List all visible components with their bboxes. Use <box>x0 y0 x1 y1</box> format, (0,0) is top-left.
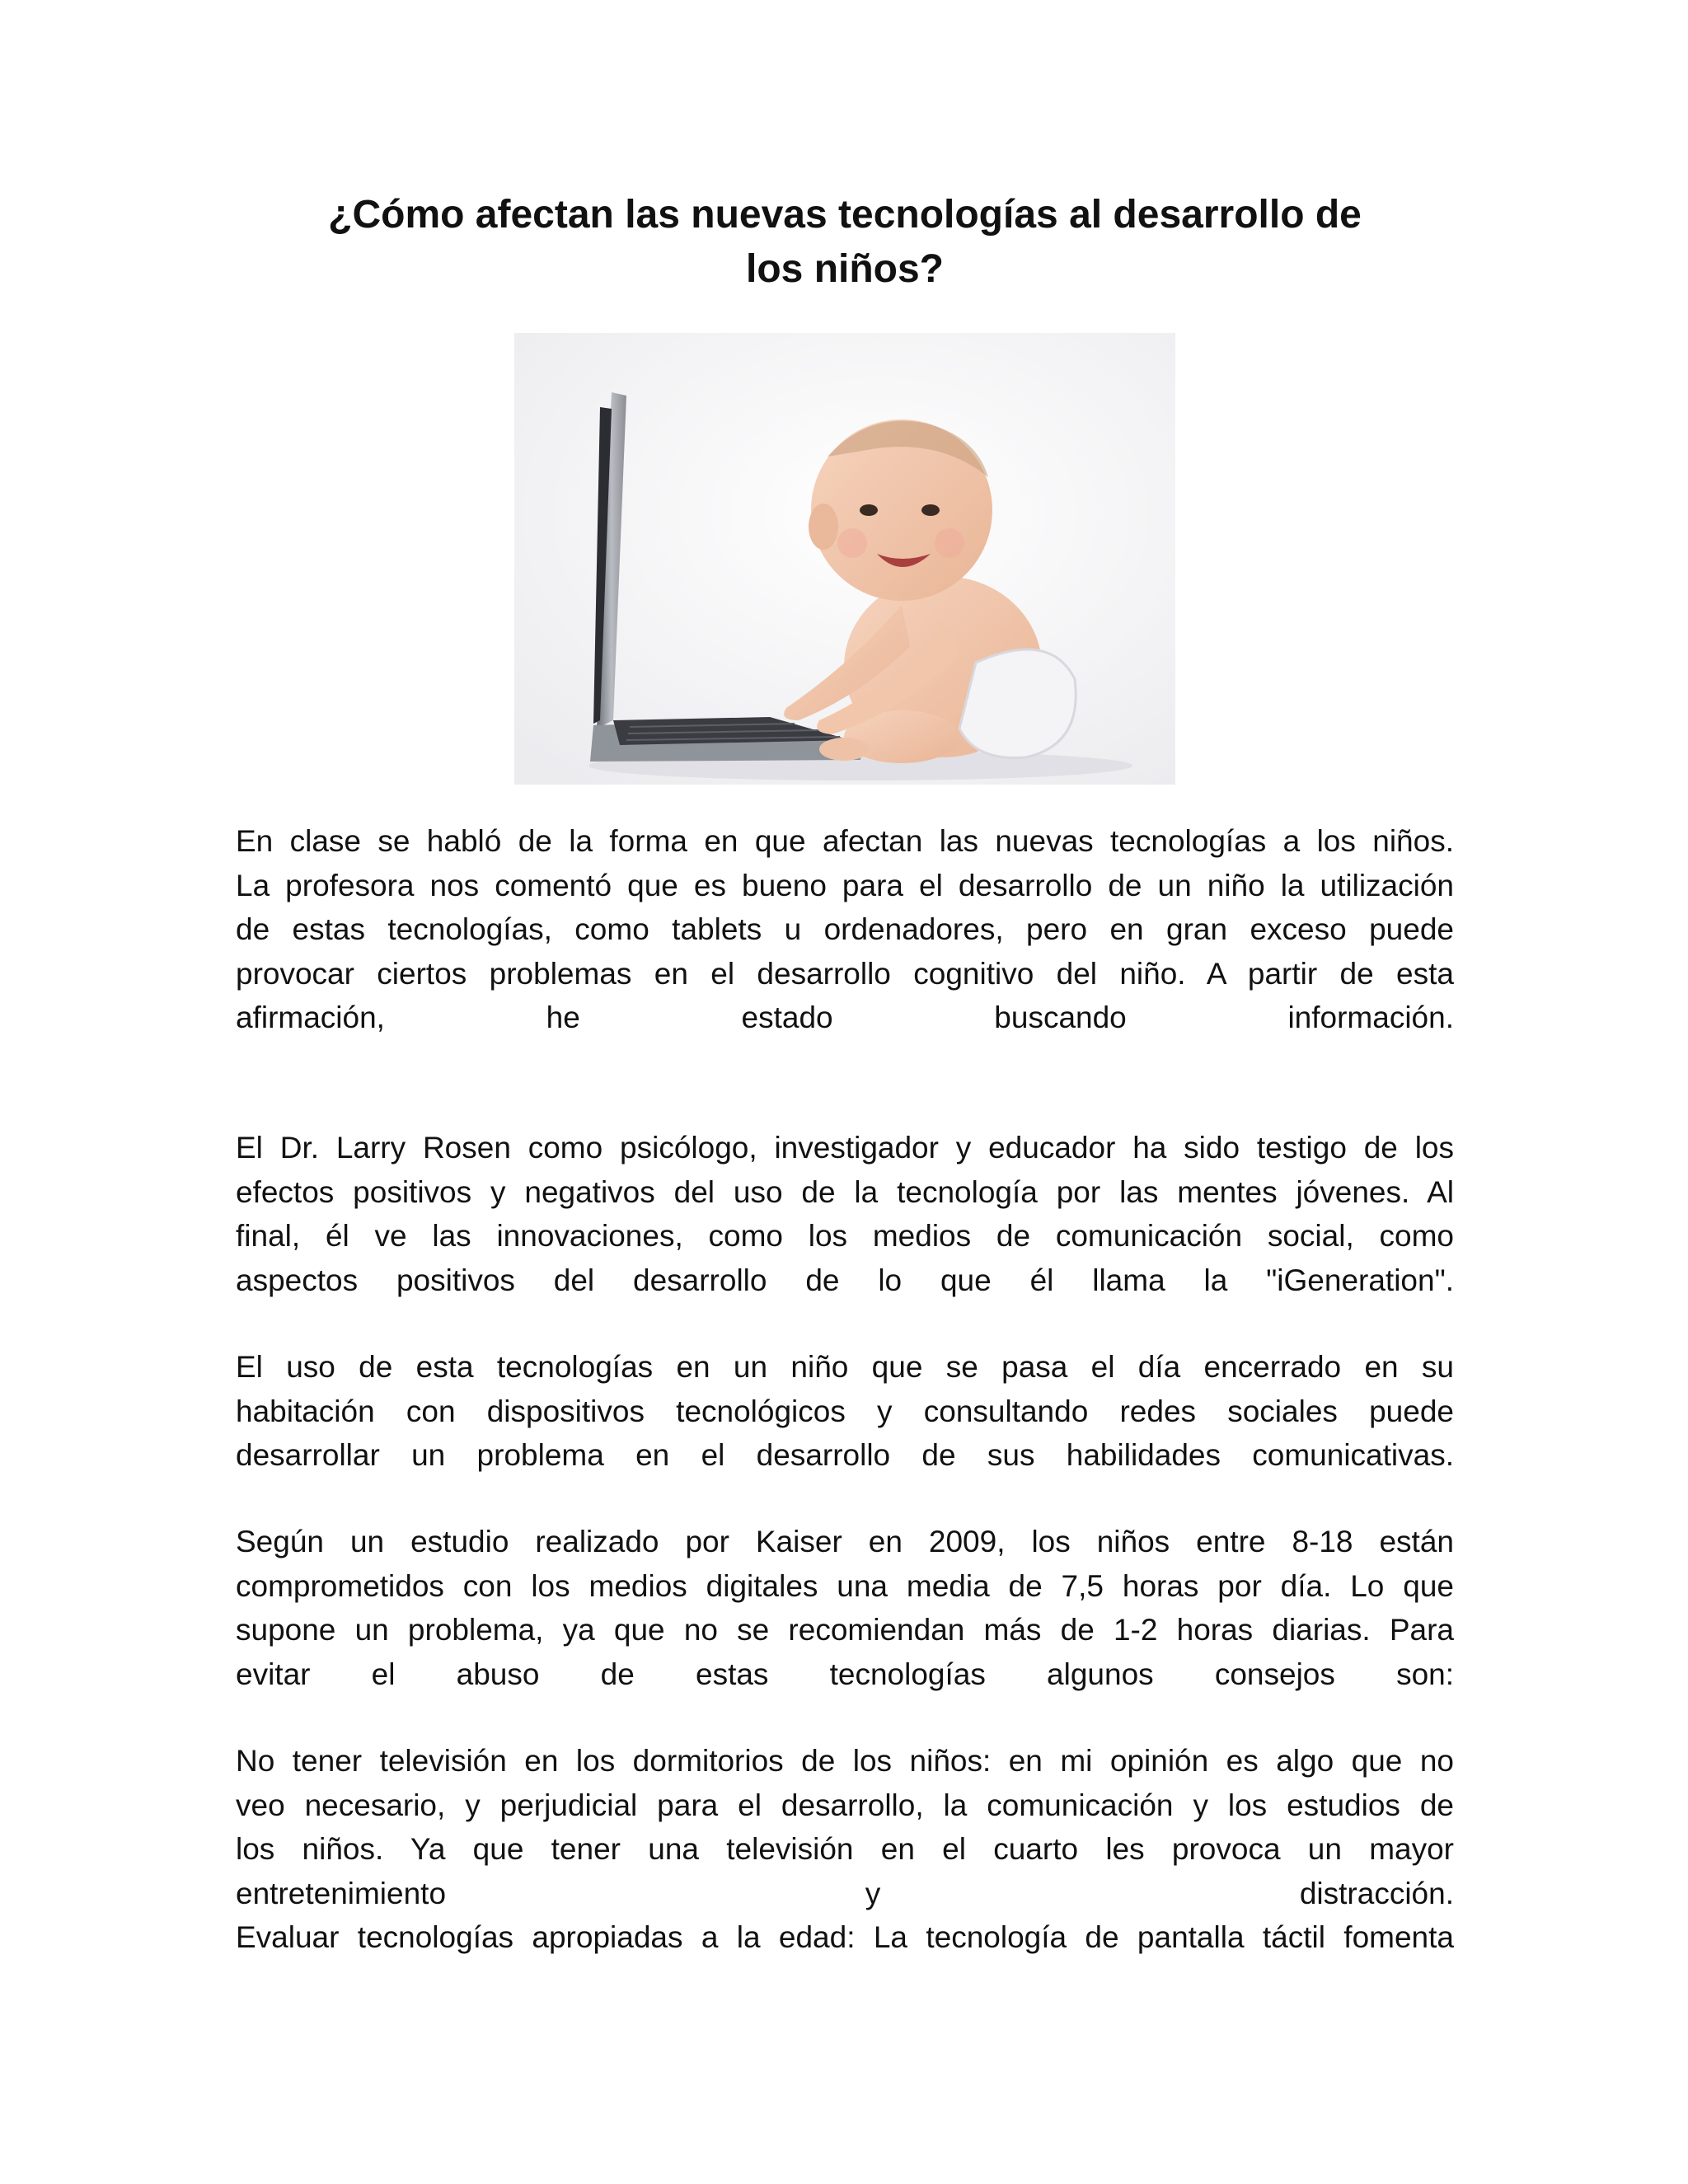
text-line: evitar el abuso de estas tecnologías algunos consejos son: <box>236 1657 1454 1691</box>
text-line: Evaluar tecnologías apropiadas a la edad: La tecnología de pantalla táctil fomenta <box>236 1920 1454 1954</box>
text-line: veo necesario, y perjudicial para el desarrollo, la comunicación y los estudios de <box>236 1788 1454 1822</box>
paragraph-5 <box>236 1739 1454 1960</box>
text-line: En clase se habló de la forma en que afectan las nuevas tecnologías a los niños. <box>236 824 1454 858</box>
text-line: de estas tecnologías, como tablets u ordenadores, pero en gran exceso puede <box>236 912 1454 946</box>
baby-laptop-image <box>514 333 1175 785</box>
text-line: La profesora nos comentó que es bueno para el desarrollo de un niño la utilización <box>236 868 1454 902</box>
text-line: desarrollar un problema en el desarrollo de sus habilidades comunicativas. <box>236 1438 1454 1472</box>
text-line: provocar ciertos problemas en el desarrollo cognitivo del niño. A partir de esta <box>236 956 1454 991</box>
title-line-2: los niños? <box>746 247 944 291</box>
paragraph-4 <box>236 1520 1454 1696</box>
text-line: entretenimiento y distracción. <box>236 1876 1454 1910</box>
page-title <box>247 188 1442 297</box>
text-line: comprometidos con los medios digitales una media de 7,5 horas por día. Lo que <box>236 1568 1454 1603</box>
paragraph-1 <box>236 819 1454 1040</box>
text-line: final, él ve las innovaciones, como los medios de comunicación social, como <box>236 1219 1454 1253</box>
text-line: El Dr. Larry Rosen como psicólogo, investigador y educador ha sido testigo de los <box>236 1131 1454 1165</box>
paragraph-3 <box>236 1345 1454 1478</box>
paragraph-2 <box>236 1126 1454 1302</box>
text-line: aspectos positivos del desarrollo de lo que él llama la "iGeneration". <box>236 1263 1454 1297</box>
text-line: los niños. Ya que tener una televisión en el cuarto les provoca un mayor <box>236 1832 1454 1866</box>
text-line: Según un estudio realizado por Kaiser en 2009, los niños entre 8-18 están <box>236 1525 1454 1558</box>
text-line: supone un problema, ya que no se recomiendan más de 1-2 horas diarias. Para <box>236 1613 1454 1647</box>
text-line: efectos positivos y negativos del uso de la tecnología por las mentes jóvenes. Al <box>236 1174 1454 1209</box>
text-line: El uso de esta tecnologías en un niño que se pasa el día encerrado en su <box>236 1350 1454 1384</box>
text-line: habitación con dispositivos tecnológicos y consultando redes sociales puede <box>236 1394 1454 1428</box>
text-line: afirmación, he estado buscando información. <box>236 1001 1454 1034</box>
title-line-1: ¿Cómo afectan las nuevas tecnologías al desarrollo de <box>328 193 1362 237</box>
text-line: No tener televisión en los dormitorios de los niños: en mi opinión es algo que no <box>236 1744 1454 1778</box>
baby-with-laptop-icon <box>514 333 1175 785</box>
